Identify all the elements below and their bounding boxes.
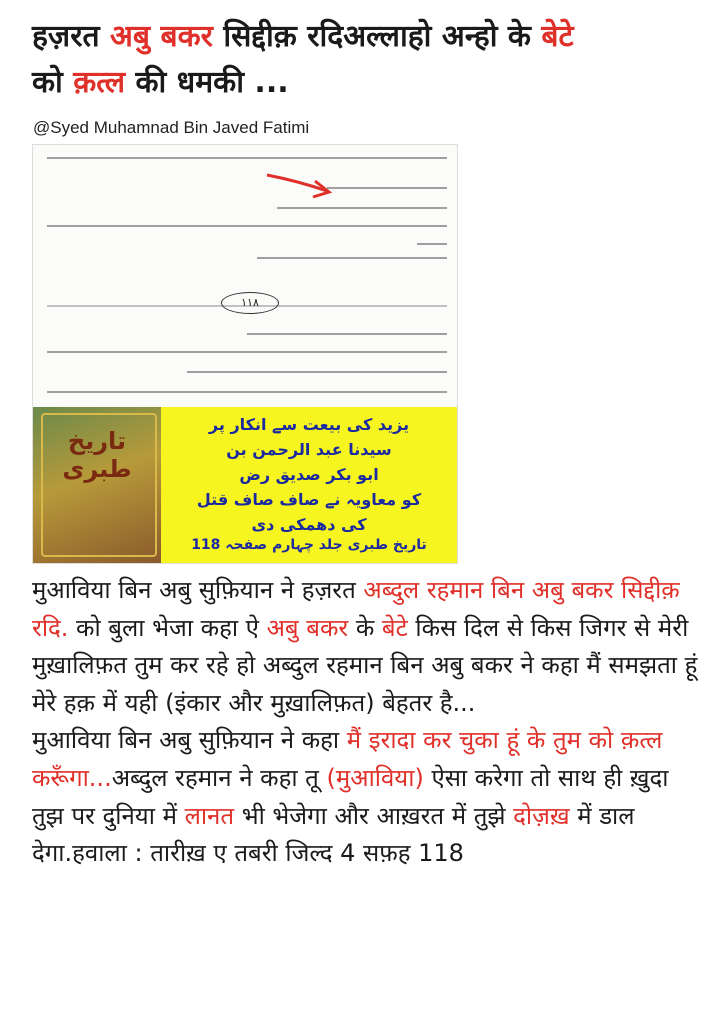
title-highlight: बेटे xyxy=(541,19,574,54)
body-highlight: बेटे xyxy=(381,613,408,642)
book-scan-image xyxy=(32,144,458,564)
post-title xyxy=(32,14,702,106)
body-highlight: दोज़ख़ xyxy=(513,801,570,830)
body-text: को बुला भेजा कहा ऐ xyxy=(68,613,267,642)
body-highlight: अब्दुल रहमान बिन अबु बकर सिद्दीक़ रदि. xyxy=(32,576,680,642)
caption-line: یزید کی بیعت سے انکار پر xyxy=(208,415,410,434)
body-text: मुआविया बिन अबु सुफ़ियान ने कहा xyxy=(32,726,347,755)
body-highlight: (मुआविया) xyxy=(326,763,424,792)
author-handle: @Syed Muhamnad Bin Javed Fatimi xyxy=(33,118,310,137)
caption-line: ابو بکر صدیق رض xyxy=(239,465,379,484)
title-highlight: अबु बकर xyxy=(110,19,213,54)
body-text: किस दिल से किस जिगर से मेरी मुख़ालिफ़त तुम कर रहे हो अब्दुल रहमान बिन अबु बकर ने कहा मैं समझता हूं मेरे हक़ में यही (इंकार और मुख़ालिफ़त) बेहतर है... xyxy=(32,613,698,717)
book-cover xyxy=(33,407,161,563)
urdu-caption-box xyxy=(161,407,457,563)
title-text: सिद्दीक़ रदिअल्लाहो अन्हो के xyxy=(212,19,542,54)
body-highlight: मैं इरादा कर चुका हूं के तुम को क़त्ल करूँगा... xyxy=(32,726,663,792)
title-text: को xyxy=(32,65,74,100)
caption-line: سیدنا عبد الرحمن بن xyxy=(226,440,392,459)
page-number: ۱۱۸ xyxy=(221,292,279,314)
body-text: के xyxy=(348,613,382,642)
book-title: تاریخ طبری xyxy=(62,427,132,483)
body-highlight: अबु बकर xyxy=(266,613,349,642)
body-text: में डाल देगा.हवाला : तारीख़ ए तबरी जिल्द 4 सफ़ह 118 xyxy=(32,801,635,868)
body-highlight: लानत xyxy=(184,801,235,830)
title-text: की धमकी ... xyxy=(125,65,289,100)
body-text: भी भेजेगा और आख़रत में तुझे xyxy=(234,801,514,830)
post-body xyxy=(32,572,702,873)
scanned-page xyxy=(33,145,457,407)
caption-line: کو معاویہ نے صاف صاف قتل xyxy=(196,490,422,509)
caption-line: تاریخ طبری جلد چہارم صفحہ 118 xyxy=(191,537,427,553)
body-text: अब्दुल रहमान ने कहा तू xyxy=(111,763,327,792)
title-highlight: क़त्ल xyxy=(73,65,126,100)
body-text: ऐसा करेगा तो साथ ही ख़ुदा तुझ पर दुनिया में xyxy=(32,763,669,830)
caption-line: کی دھمکی دی xyxy=(251,515,367,534)
body-text: मुआविया बिन अबु सुफ़ियान ने हज़रत xyxy=(32,576,364,604)
arrow-icon xyxy=(263,167,333,201)
title-text: हज़रत xyxy=(32,19,111,54)
